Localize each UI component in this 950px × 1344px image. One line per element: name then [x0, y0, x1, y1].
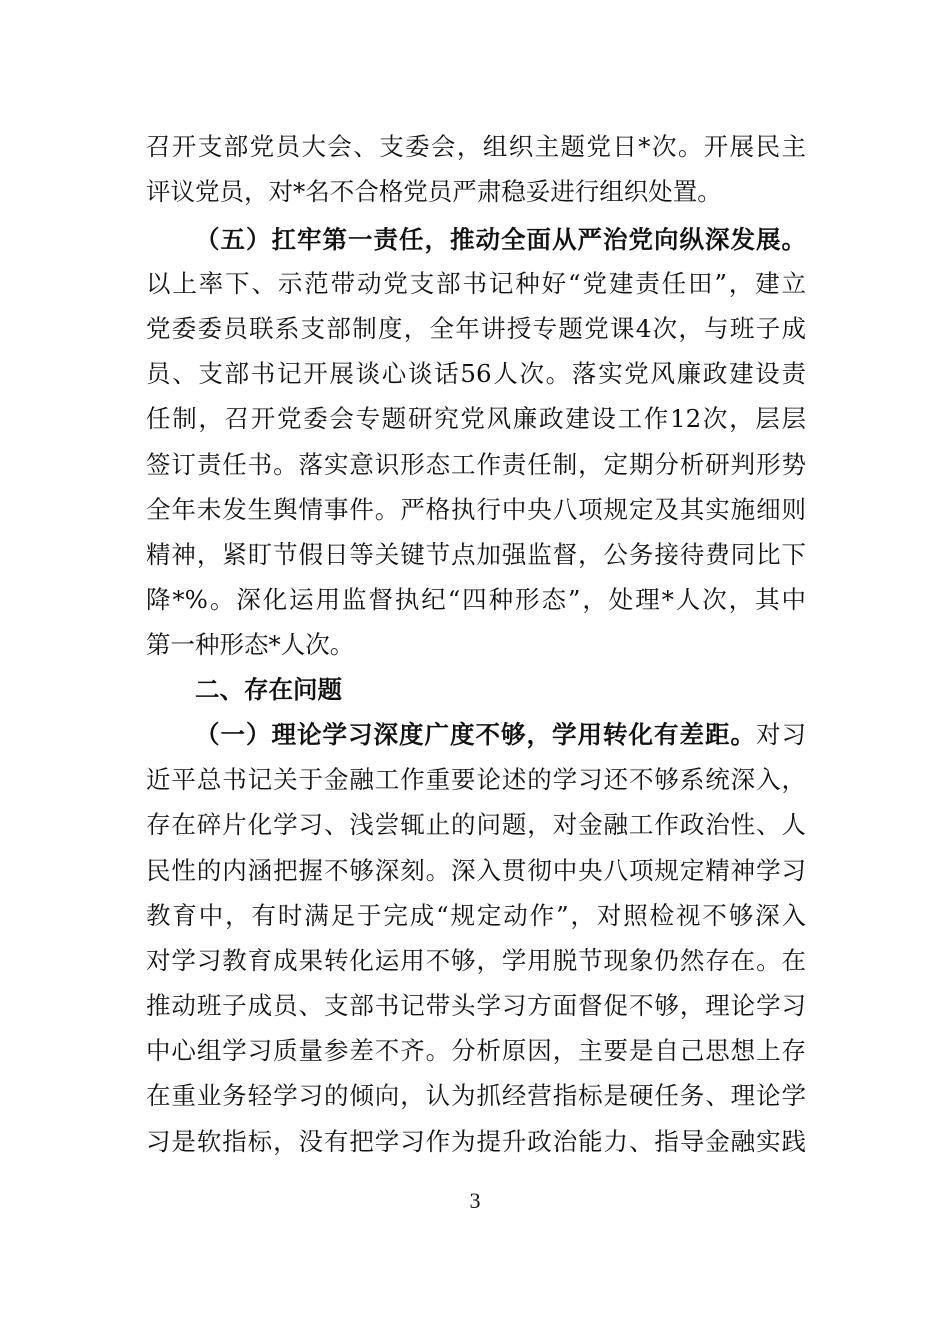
paragraph-line: 召开支部党员大会、支委会，组织主题党日*次。开展民主: [146, 132, 806, 161]
paragraph-text: 对习: [756, 720, 806, 749]
paragraph-line: 任制，召开党委会专题研究党风廉政建设工作12次，层层: [146, 404, 806, 433]
paragraph-line: 对学习教育成果转化运用不够，学用脱节现象仍然存在。在: [146, 946, 806, 975]
paragraph-line: 民性的内涵把握不够深刻。深入贯彻中央八项规定精神学习: [146, 856, 806, 885]
paragraph-line: 精神，紧盯节假日等关键节点加强监督，公务接待费同比下: [146, 540, 806, 569]
paragraph-line: 在重业务轻学习的倾向，认为抓经营指标是硬任务、理论学: [146, 1081, 806, 1110]
section-subheading: （五）扛牢第一责任，推动全面从严治党向纵深发展。: [195, 225, 806, 254]
page-number: 3: [469, 1188, 481, 1213]
paragraph-line: 教育中，有时满足于完成“规定动作”，对照检视不够深入: [146, 901, 806, 930]
paragraph-line: 以上率下、示范带动党支部书记种好“党建责任田”，建立: [146, 269, 806, 298]
paragraph-line: 中心组学习质量参差不齐。分析原因，主要是自己思想上存: [146, 1036, 806, 1065]
paragraph-line: 全年未发生舆情事件。严格执行中央八项规定及其实施细则: [146, 495, 806, 524]
paragraph-line: 习是软指标，没有把学习作为提升政治能力、指导金融实践: [146, 1127, 806, 1156]
paragraph-line: 降*%。深化运用监督执纪“四种形态”，处理*人次，其中: [146, 585, 806, 614]
paragraph-line: 党委委员联系支部制度，全年讲授专题党课4次，与班子成: [146, 314, 806, 343]
paragraph-line: 近平总书记关于金融工作重要论述的学习还不够系统深入，: [146, 765, 806, 794]
paragraph-line: 员、支部书记开展谈心谈话56人次。落实党风廉政建设责: [146, 359, 806, 388]
section-subheading: （一）理论学习深度广度不够，学用转化有差距。: [195, 720, 756, 749]
paragraph-line: 第一种形态*人次。: [146, 630, 355, 659]
paragraph-line: 评议党员，对*名不合格党员严肃稳妥进行组织处置。: [146, 177, 722, 206]
paragraph-line: 推动班子成员、支部书记带头学习方面督促不够，理论学习: [146, 991, 806, 1020]
paragraph-line: 签订责任书。落实意识形态工作责任制，定期分析研判形势: [146, 450, 806, 479]
paragraph-first-line: [195, 720, 806, 750]
paragraph-line: 存在碎片化学习、浅尝辄止的问题，对金融工作政治性、人: [146, 810, 806, 839]
section-heading: 二、存在问题: [195, 675, 342, 704]
